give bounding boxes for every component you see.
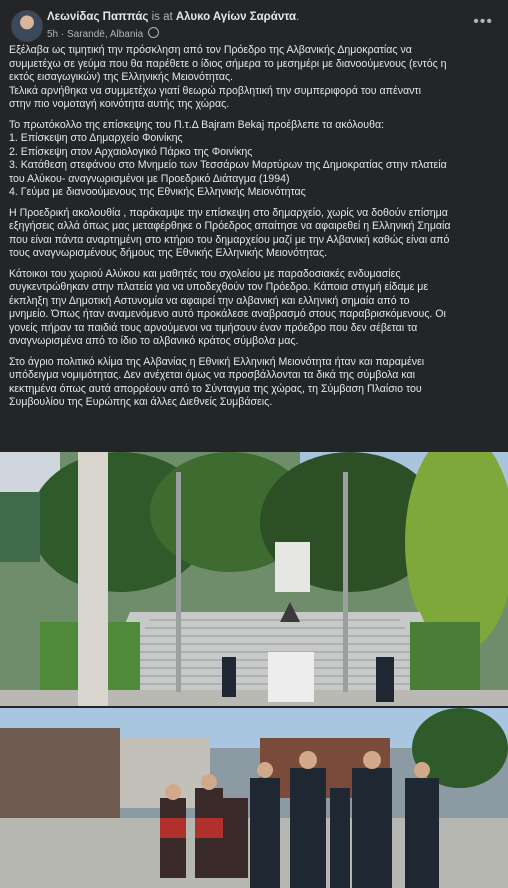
post-text-line: έκπληξη την Δημοτική Αστυνομία να αφαιρεί την αλβανική και ελληνική σημαία από το — [9, 294, 410, 307]
post-text-line: 2. Επίσκεψη στον Αρχαιολογικό Πάρκο της Φοινίκης — [9, 145, 253, 158]
post-text-line: στην πιο νομοταγή κοινότητα αυτής της χώρας. — [9, 98, 230, 110]
post-text-line: αναγνωρισμένα από το ίδιο το αλβανικό κράτος σύμβολα μας. — [9, 335, 299, 347]
post-text-line: 4. Γεύμα με διανοούμενους της Εθνικής Ελληνικής Μειονότητας — [9, 186, 306, 198]
post-text-line: γονείς πήραν τα παιδιά τους αρνούμενοι να τιμήσουν έναν πρόεδρο που δεν σέβεται τα — [9, 321, 418, 334]
post-paragraph — [9, 207, 499, 261]
post-text-line: συγκεντρώθηκαν στην πλατεία για να υποδεχθούν τον Πρόεδρο. Κάποια στιγμή είδαμε με — [9, 281, 429, 293]
globe-icon — [148, 27, 159, 38]
post-text-line: συμμετέχω σε γεύμα που θα παρέθετε ο ίδιος σήμερα το μεσημέρι με διανοούμενους (εντός η — [9, 57, 447, 70]
post-paragraph — [9, 119, 499, 200]
connector-text: is at — [151, 11, 173, 23]
author-name[interactable]: Λεωνίδας Παππάς — [47, 11, 149, 23]
post-text — [0, 44, 508, 410]
post-text-line: του Αλύκου- αναγνωρισμένοι με Προεδρικό Διάταγμα (1994) — [9, 172, 290, 185]
post-text-line: υπόδειγμα νομιμότητας. Δεν ανέχεται όμως να προσβάλλονται τα δικά της σύμβολα και — [9, 369, 416, 381]
post-title: Λεωνίδας Παππάς is at Αλυκο Αγίων Σαράντα. — [47, 11, 300, 23]
post-paragraph — [9, 44, 499, 112]
post-paragraph — [9, 356, 499, 410]
post-text-line: Συμβουλίου της Ευρώπης και άλλες Διεθνείς Συμβάσεις. — [9, 396, 273, 408]
post-text-line: μνημείο. Όπως ήταν αναμενόμενο αυτό προκάλεσε αναβρασμό στους παραβρισκόμενους. Οι — [9, 308, 446, 320]
post-location[interactable]: Sarandë, Albania — [67, 29, 144, 40]
post-text-line: Στο άγριο πολιτικό κλίμα της Αλβανίας η Εθνική Ελληνική Μειονότητα ήταν και παραμένει — [9, 355, 425, 368]
post-text-line: κεκτημένα όπως αυτά απορρέουν από το Σύνταγμα της χώρας, τη Σύμβαση Πλαίσιο του — [9, 382, 422, 395]
post-meta: 5h · Sarandë, Albania — [47, 27, 159, 40]
more-horizontal-icon[interactable]: ••• — [473, 13, 493, 30]
post-text-line: Η Προεδρική ακολουθία , παράκαμψε την επίσκεψη στο δημαρχείο, χωρίς να δοθούν επίσημα — [9, 206, 448, 219]
post-text-line: Εξέλαβα ως τιμητική την πρόσκληση από τον Πρόεδρο της Αλβανικής Δημοκρατίας να — [9, 44, 412, 56]
author-avatar[interactable] — [11, 10, 43, 42]
post-text-line: 3. Κατάθεση στεφάνου στο Μνημείο των Τεσσάρων Μαρτύρων της Δημοκρατίας στην πλατεία — [9, 159, 447, 171]
post-text-line: Το πρωτόκολλο της επίσκεψης του Π.τ.Δ Bajram Bekaj προέβλεπε τα ακόλουθα: — [9, 118, 385, 131]
post-text-line: εκτός εισαγωγικών) της Ελληνικής Μειονότητας. — [9, 71, 233, 83]
place-name[interactable]: Αλυκο Αγίων Σαράντα — [175, 11, 297, 23]
post-photos — [0, 452, 508, 888]
monument-square-photo[interactable] — [0, 452, 508, 706]
post-text-line: Κάτοικοι του χωριού Αλύκου και μαθητές του σχολείου με παραδοσιακές ενδυμασίες — [9, 267, 401, 280]
post-text-line: 1. Επίσκεψη στο Δημαρχείο Φοινίκης — [9, 132, 183, 144]
crowd-with-costumes-photo[interactable] — [0, 708, 508, 888]
post-paragraph — [9, 268, 499, 349]
post-text-line: Τελικά αρνήθηκα να συμμετέχω γιατί θεωρώ προβλητική την συμπεριφορά του απέναντι — [9, 84, 421, 97]
post-text-line: που είναι πάντα αναρτημένη στο κτήριο του δημαρχείου μαζί με την Αλβανική καθώς είναι από — [9, 233, 450, 246]
post-header — [0, 0, 508, 44]
post-time[interactable]: 5h — [47, 29, 59, 40]
post-text-line: τους αναγνωρισμένους δήμους της Εθνικής Ελληνικής Μειονότητας. — [9, 247, 328, 259]
post-text-line: εξηγήσεις αλλά όπως μας μεταφέρθηκε ο Πρόεδρος απαίτησε να αφαιρεθεί η Ελληνική Σημαία — [9, 220, 451, 232]
